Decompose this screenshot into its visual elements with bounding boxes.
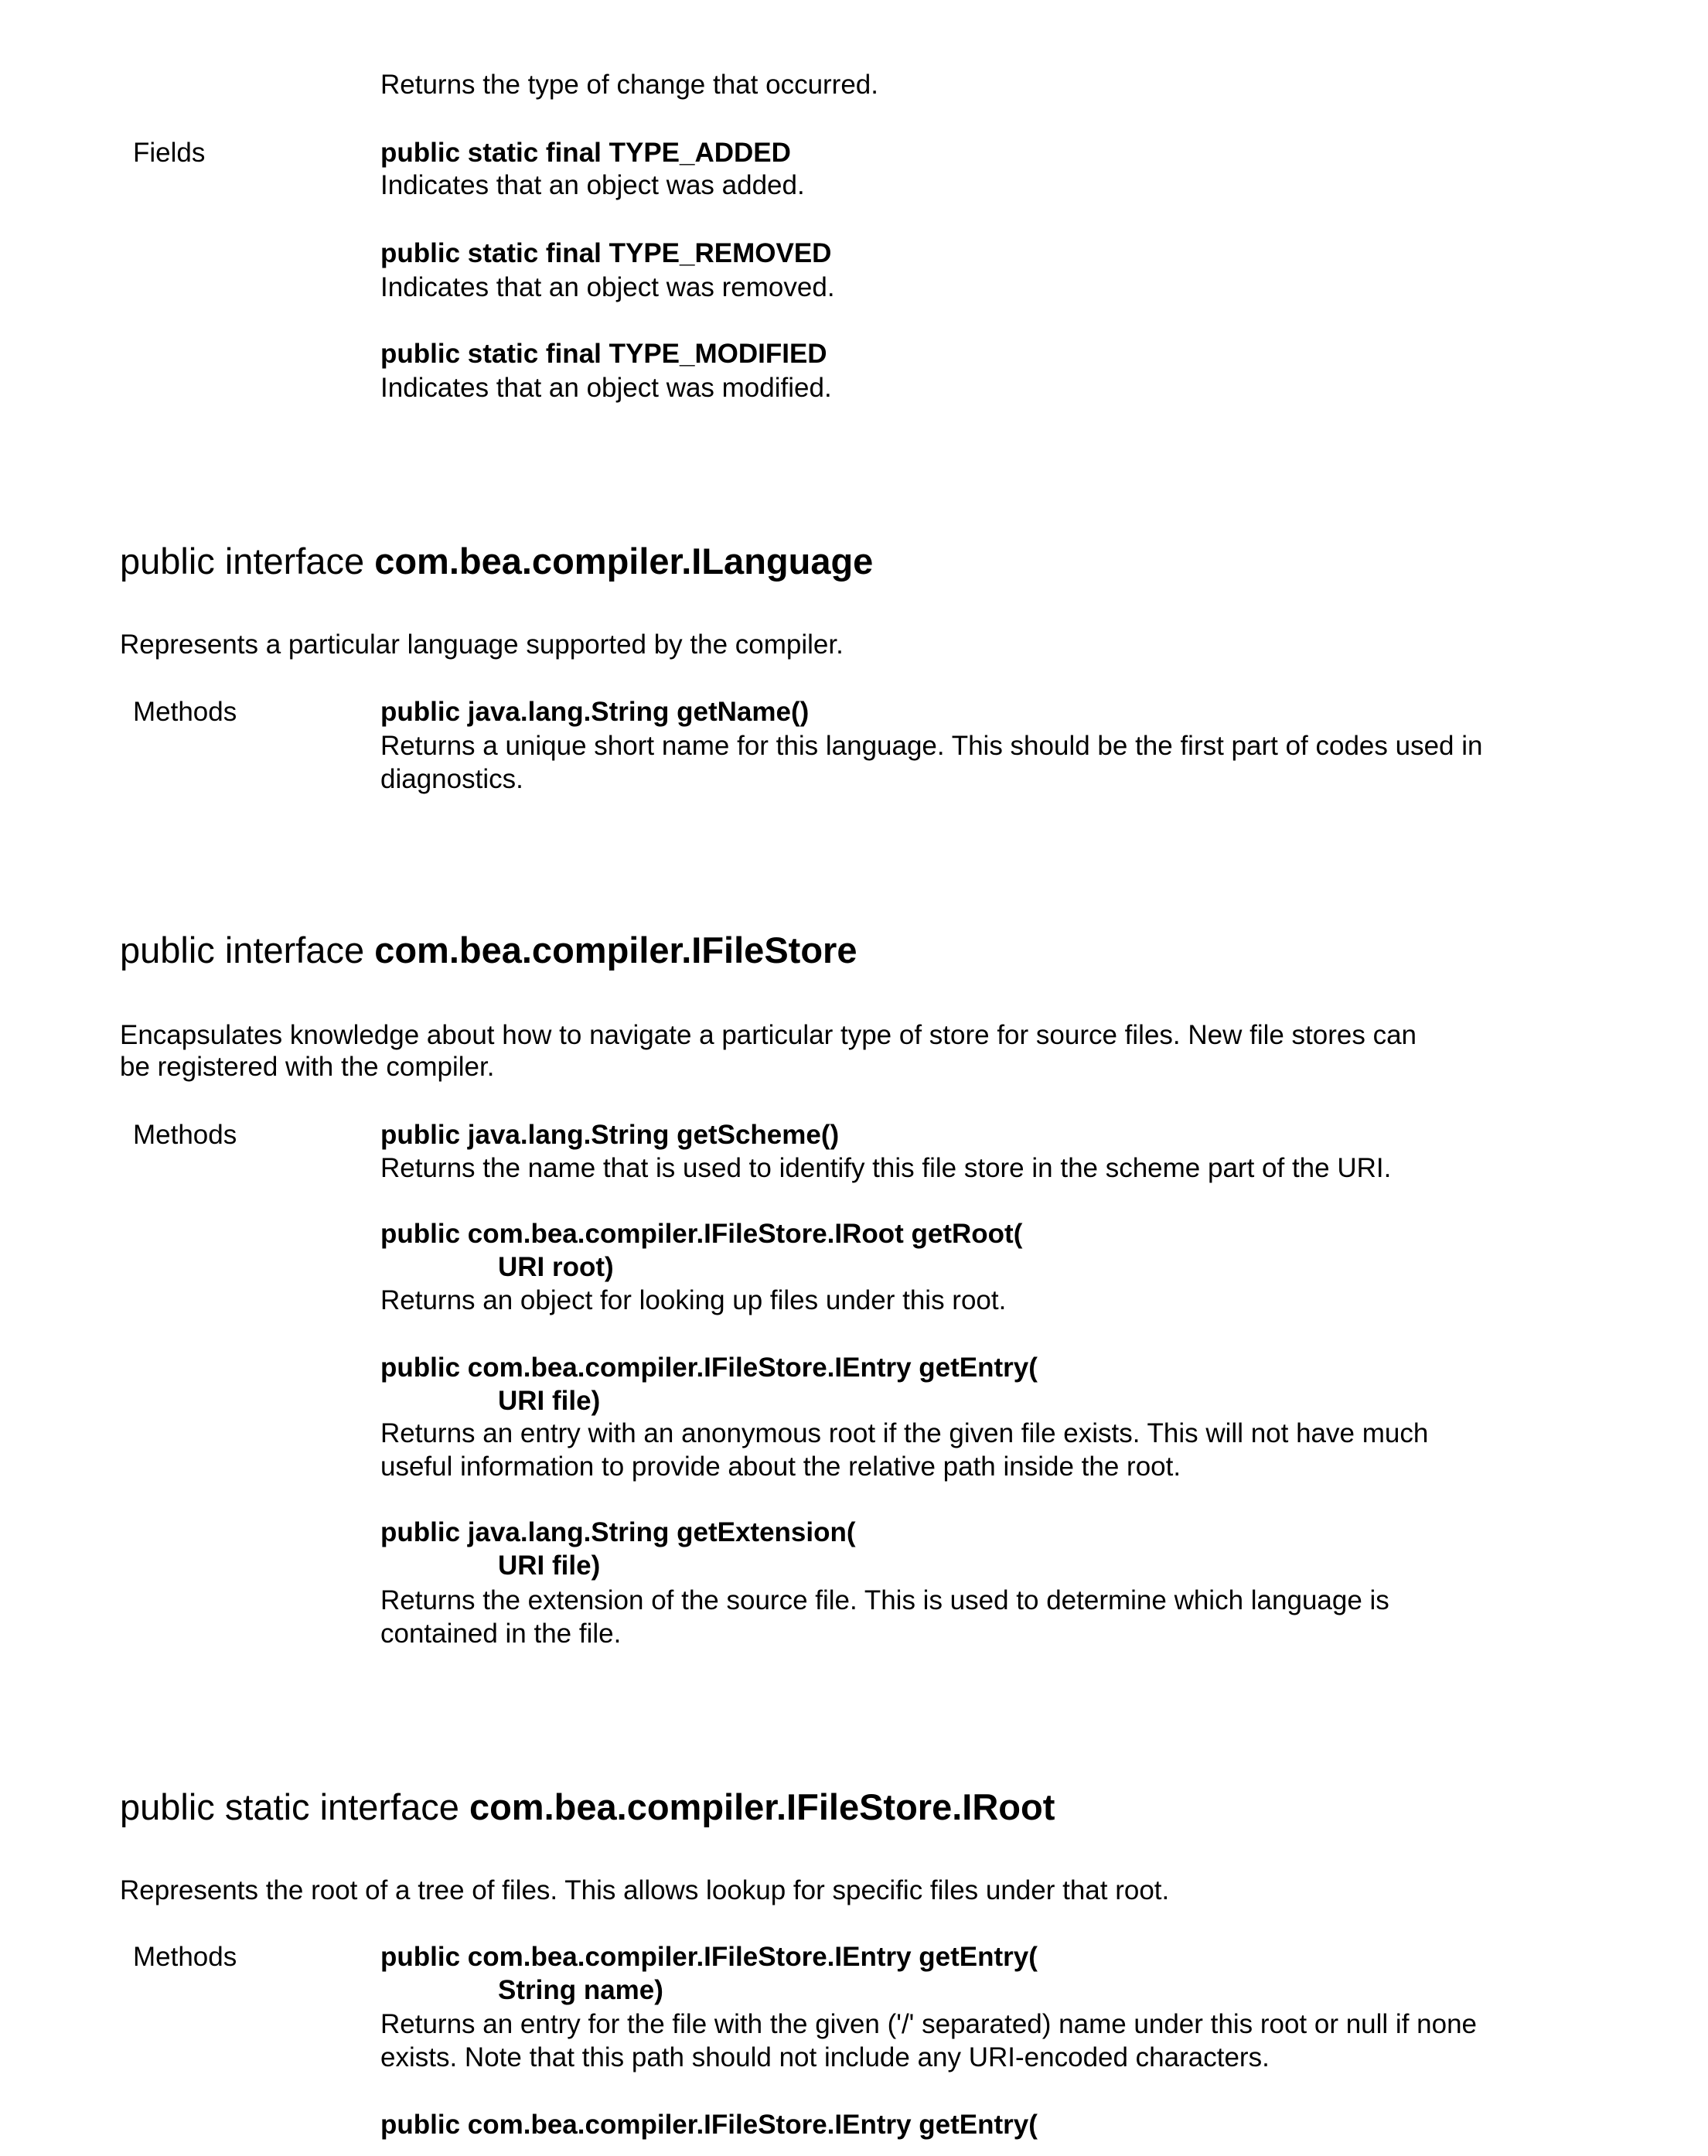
method-parameter: URI root) <box>498 1250 614 1284</box>
method-signature: public java.lang.String getExtension( <box>380 1516 856 1550</box>
methods-label: Methods <box>133 695 237 729</box>
field-signature: public static final TYPE_REMOVED <box>380 237 831 271</box>
section-heading <box>120 540 873 583</box>
section-heading <box>120 929 857 972</box>
method-description: Returns a unique short name for this language. This should be the first part of codes used in <box>380 729 1482 763</box>
section-description: Represents the root of a tree of files. This allows lookup for specific files under that root. <box>120 1874 1169 1908</box>
method-signature: public com.bea.compiler.IFileStore.IEntry getEntry( <box>380 1351 1038 1385</box>
method-description: Returns the extension of the source file. This is used to determine which language is <box>380 1584 1389 1618</box>
method-description: useful information to provide about the relative path inside the root. <box>380 1450 1181 1484</box>
method-description: diagnostics. <box>380 762 523 797</box>
method-signature: public com.bea.compiler.IFileStore.IRoot getRoot( <box>380 1217 1022 1251</box>
methods-label: Methods <box>133 1940 237 1974</box>
field-signature: public static final TYPE_ADDED <box>380 136 791 170</box>
heading-prefix: public interface <box>120 541 374 582</box>
heading-name: com.bea.compiler.IFileStore <box>374 930 857 971</box>
field-signature: public static final TYPE_MODIFIED <box>380 337 827 371</box>
section-description: be registered with the compiler. <box>120 1050 494 1084</box>
method-parameter: URI file) <box>498 1384 600 1418</box>
method-signature: public java.lang.String getScheme() <box>380 1118 839 1152</box>
section-heading <box>120 1786 1055 1829</box>
heading-name: com.bea.compiler.IFileStore.IRoot <box>469 1786 1055 1827</box>
methods-label: Methods <box>133 1118 237 1152</box>
method-description: contained in the file. <box>380 1617 621 1651</box>
method-description: Returns the name that is used to identify this file store in the scheme part of the URI. <box>380 1151 1391 1185</box>
method-description: Returns an entry with an anonymous root if the given file exists. This will not have much <box>380 1417 1428 1451</box>
method-parameter: String name) <box>498 1973 663 2008</box>
section-description: Encapsulates knowledge about how to navigate a particular type of store for source files. New file stores can <box>120 1018 1417 1052</box>
field-description: Indicates that an object was removed. <box>380 271 835 305</box>
method-description: Returns an entry for the file with the given ('/' separated) name under this root or null if none <box>380 2008 1477 2042</box>
heading-prefix: public static interface <box>120 1786 469 1827</box>
method-parameter: URI file) <box>498 1549 600 1583</box>
method-signature: public java.lang.String getName() <box>380 695 809 729</box>
method-description: Returns the type of change that occurred. <box>380 68 878 102</box>
heading-name: com.bea.compiler.ILanguage <box>374 541 873 582</box>
fields-label: Fields <box>133 136 205 170</box>
section-description: Represents a particular language supported by the compiler. <box>120 628 844 662</box>
method-signature: public com.bea.compiler.IFileStore.IEntry getEntry( <box>380 2108 1038 2142</box>
heading-prefix: public interface <box>120 930 374 971</box>
method-description: Returns an object for looking up files under this root. <box>380 1284 1006 1318</box>
method-signature: public com.bea.compiler.IFileStore.IEntry getEntry( <box>380 1940 1038 1974</box>
field-description: Indicates that an object was modified. <box>380 371 832 405</box>
field-description: Indicates that an object was added. <box>380 169 805 203</box>
method-description: exists. Note that this path should not include any URI-encoded characters. <box>380 2041 1270 2075</box>
